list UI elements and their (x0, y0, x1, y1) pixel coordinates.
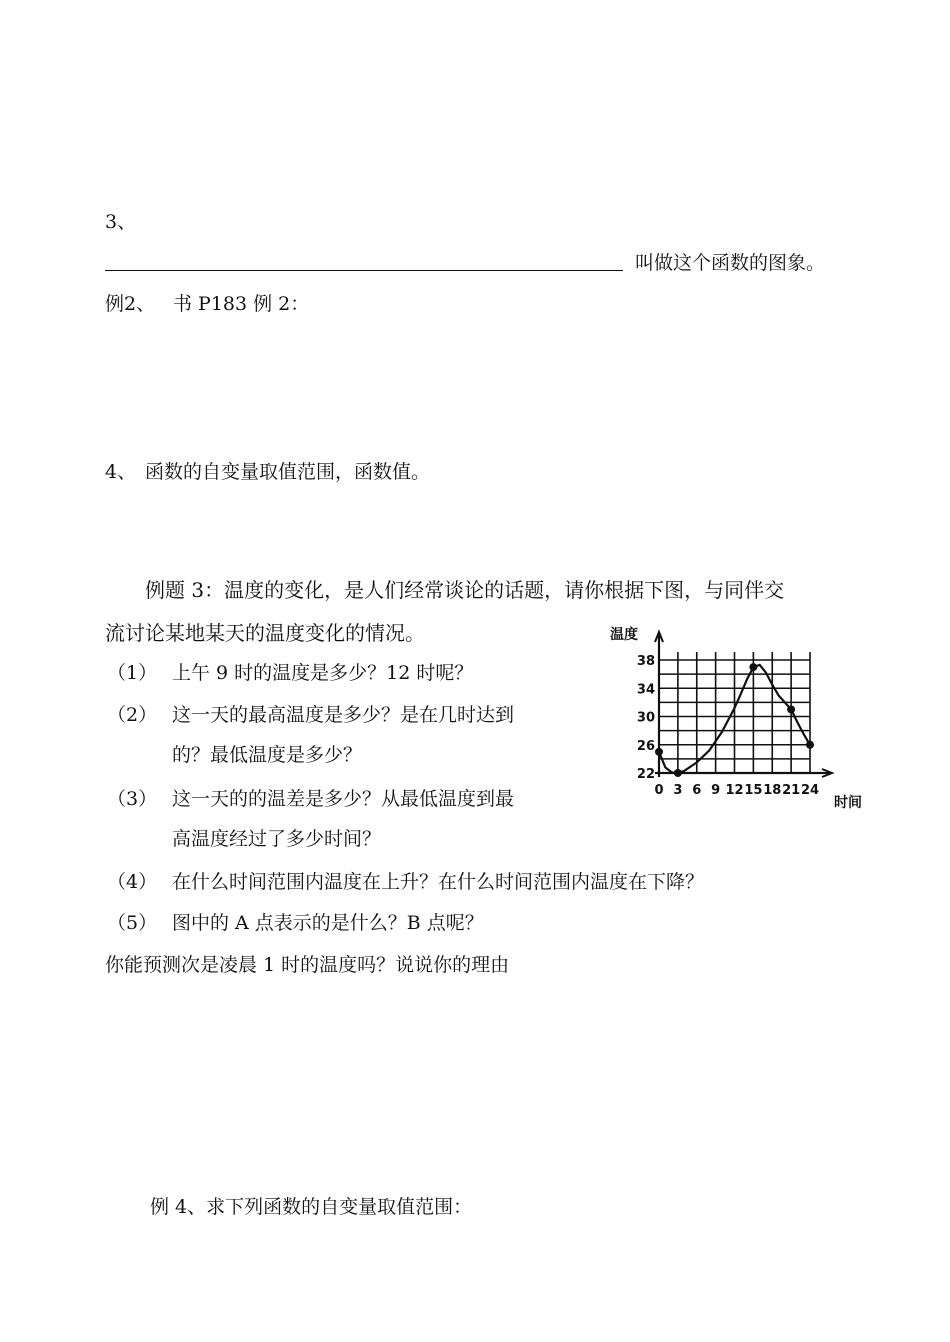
y-tick-label: 38 (636, 654, 655, 669)
question-2-number: （2） (107, 704, 158, 726)
example-2-label: 例2、 (105, 293, 156, 315)
question-3-number: （3） (107, 788, 158, 810)
data-point (749, 663, 757, 671)
x-tick-label: 0 (654, 783, 664, 798)
y-tick-labels (637, 654, 655, 782)
x-tick-label: 3 (673, 783, 683, 798)
y-tick-label: 30 (636, 710, 655, 726)
x-tick-label: 15 (744, 783, 763, 798)
question-3-text-line-1: 这一天的的温差是多少？从最低温度到最 (172, 788, 515, 810)
x-tick-labels (654, 783, 819, 798)
section-4-text: 函数的自变量取值范围，函数值。 (145, 461, 431, 483)
data-point (655, 748, 663, 756)
chart-grid (659, 652, 810, 773)
example-3-intro-line-1: 例题 3：温度的变化，是人们经常谈论的话题，请你根据下图，与同伴交 (145, 578, 785, 602)
question-5-text: 图中的 A 点表示的是什么？B 点呢？ (172, 912, 484, 934)
section-4-number: 4、 (105, 461, 137, 483)
temperature-chart (605, 620, 880, 815)
x-tick-label: 21 (782, 783, 801, 798)
example-2-text: 书 P183 例 2： (173, 293, 310, 315)
example-4-text: 例 4、求下列函数的自变量取值范围： (150, 1196, 473, 1218)
question-4-text: 在什么时间范围内温度在上升？在什么时间范围内温度在下降？ (172, 871, 705, 893)
section-3-number: 3、 (105, 211, 137, 233)
data-point (806, 741, 814, 749)
question-3-text-line-2: 高温度经过了多少时间？ (172, 828, 382, 850)
y-tick-label: 34 (636, 682, 655, 698)
section-3-suffix: 叫做这个函数的图象。 (635, 252, 826, 274)
y-tick-label: 26 (636, 738, 655, 754)
prediction-question: 你能预测次是凌晨 1 时的温度吗？说说你的理由 (105, 954, 510, 976)
question-5-number: （5） (107, 912, 158, 934)
fill-in-blank-line (105, 270, 623, 271)
x-tick-label: 24 (800, 783, 820, 798)
question-1-text: 上午 9 时的温度是多少？12 时呢？ (172, 662, 474, 684)
question-1-number: （1） (107, 662, 158, 684)
question-4-number: （4） (107, 871, 158, 893)
example-3-intro-line-2: 流讨论某地某天的温度变化的情况。 (105, 621, 425, 645)
x-tick-label: 12 (725, 783, 744, 798)
data-point (674, 769, 682, 777)
y-axis-label: 温度 (610, 627, 638, 643)
x-tick-label: 18 (763, 783, 782, 798)
question-2-text-line-1: 这一天的最高温度是多少？是在几时达到 (172, 704, 515, 726)
data-point (787, 705, 795, 713)
question-2-text-line-2: 的？最低温度是多少？ (172, 744, 363, 766)
x-tick-label: 9 (711, 783, 721, 798)
y-tick-label: 22 (636, 767, 655, 782)
chart-axes (655, 632, 832, 777)
x-axis-label: 时间 (834, 795, 862, 811)
x-tick-label: 6 (692, 783, 702, 798)
